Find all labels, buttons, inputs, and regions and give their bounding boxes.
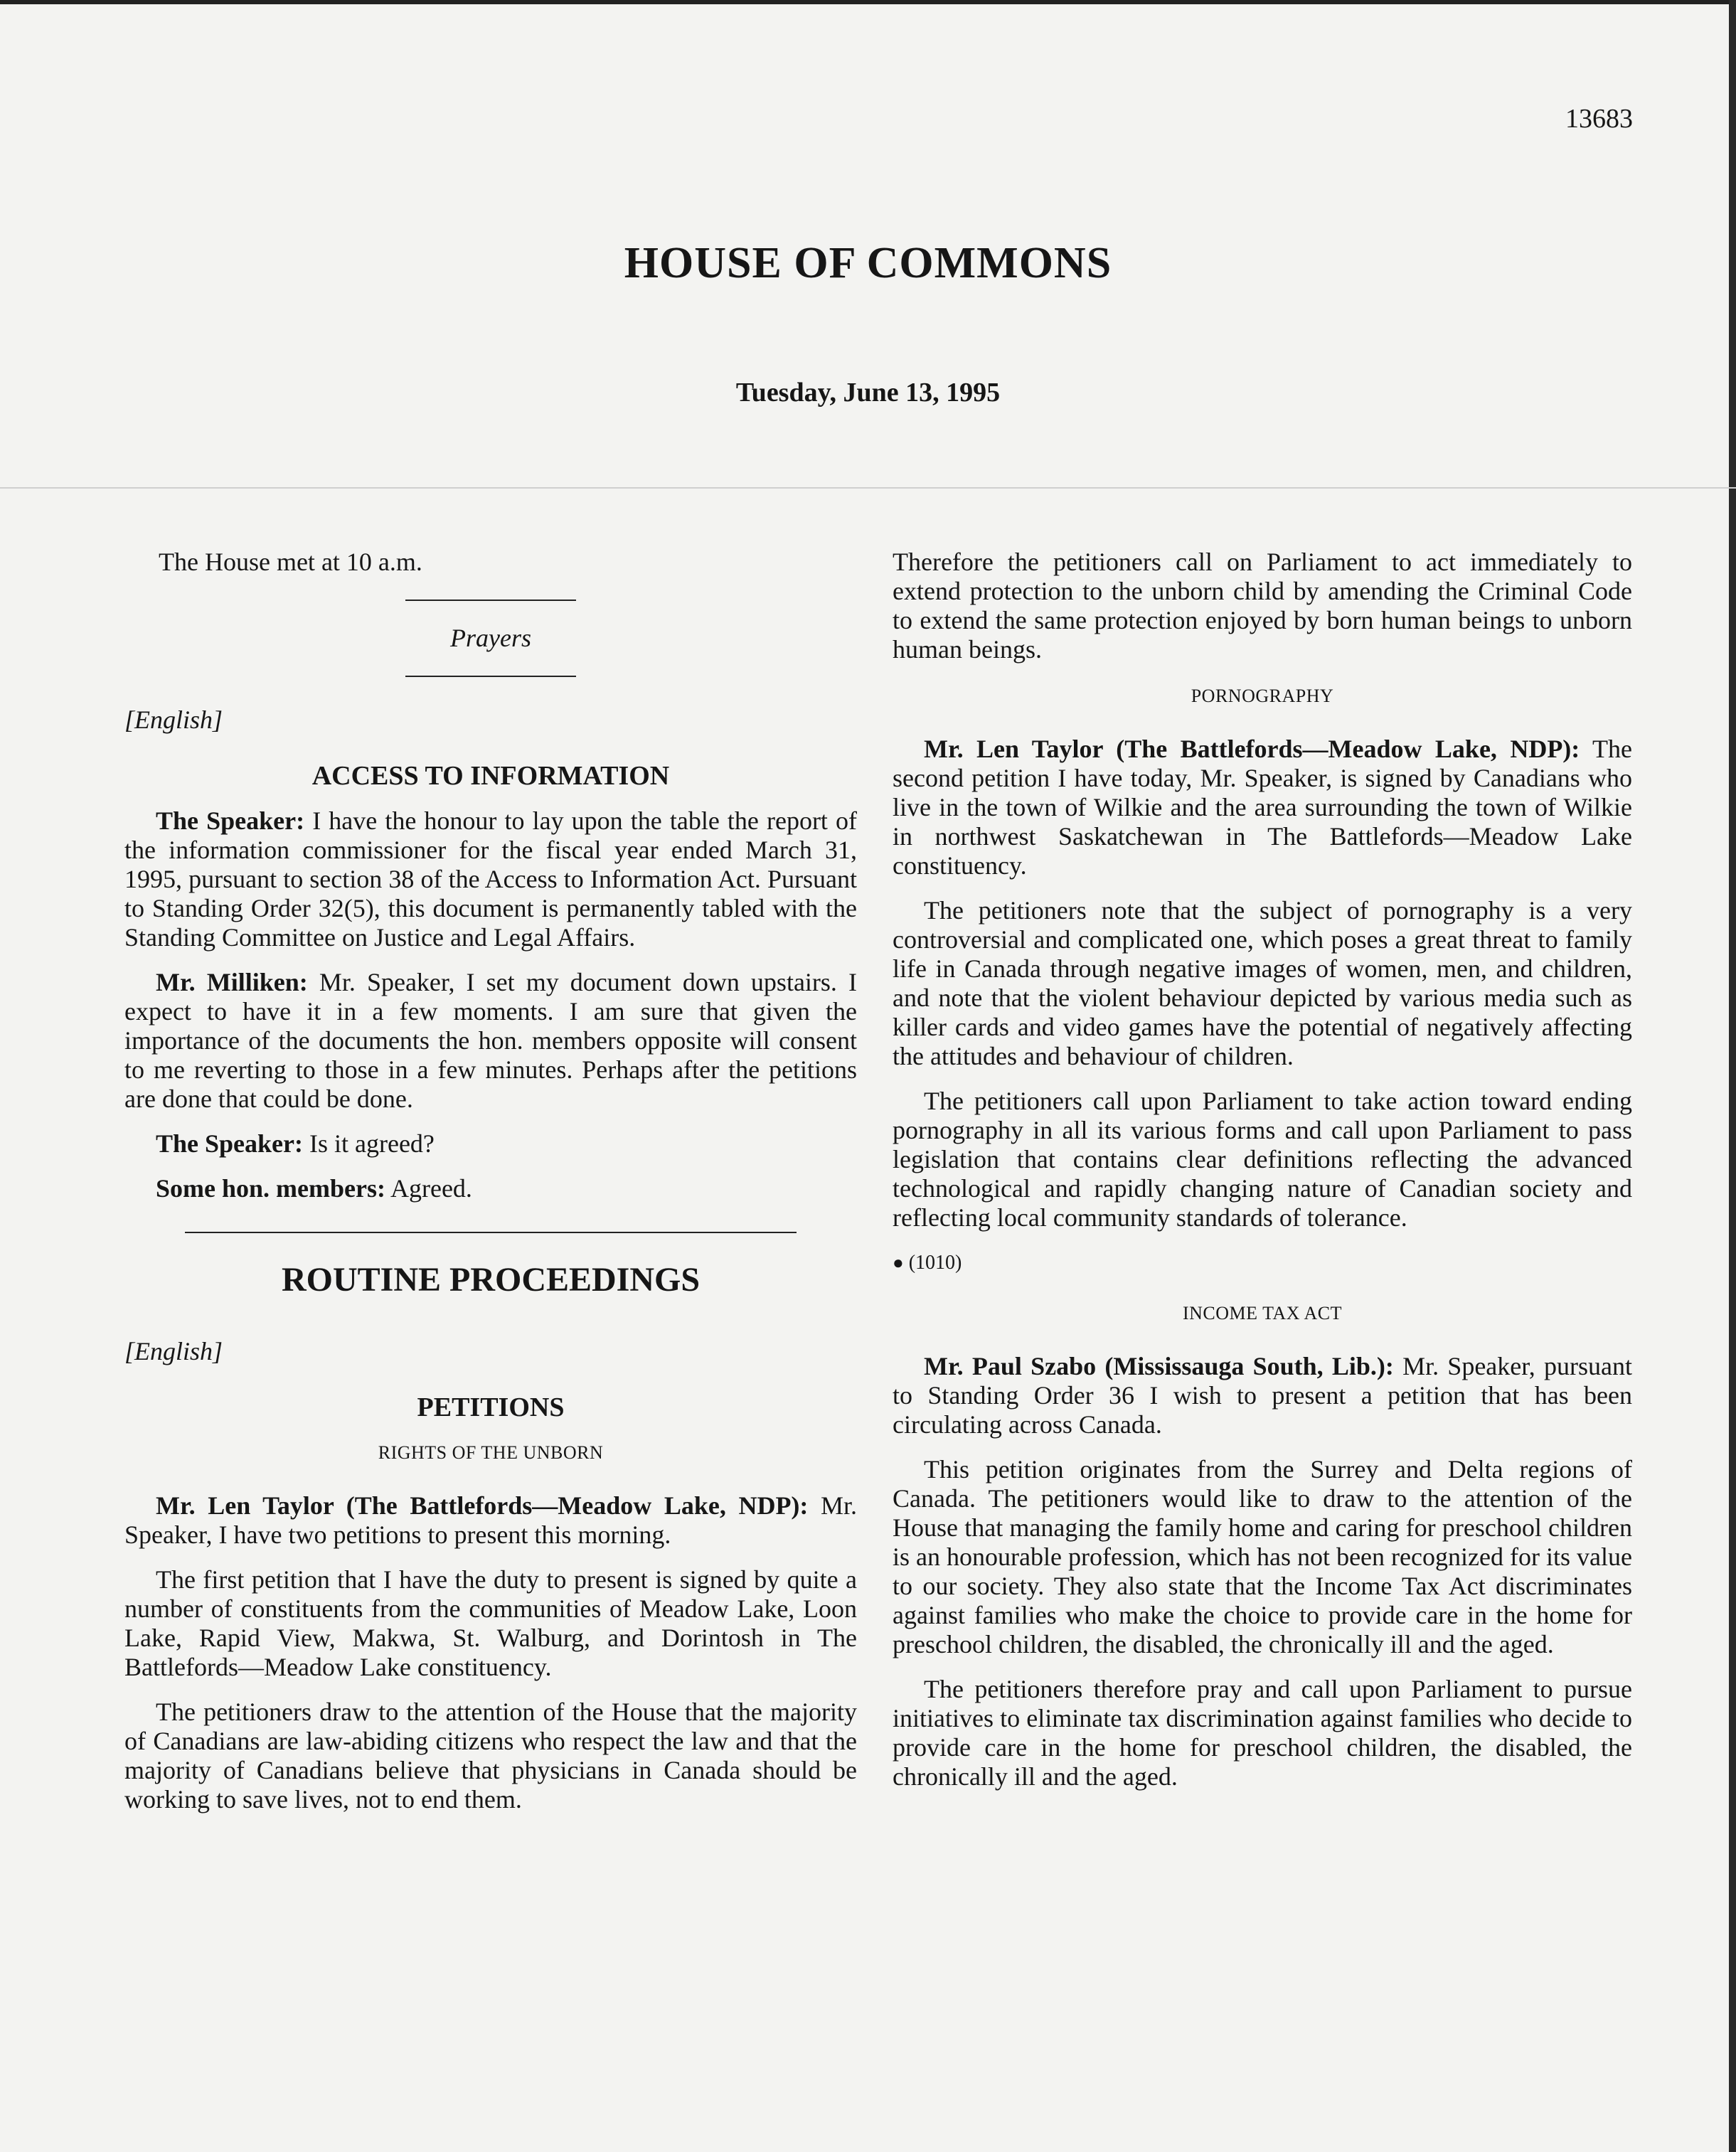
- speech-text: Mr. Speaker, I set my document down upstairs. I expect to have it in a few moments. I am sure that given the importance of the documents the hon. members opposite will consent to me reverting to those in a few minutes. Perhaps after the petitions are done that could be done.: [124, 968, 857, 1113]
- speech-paragraph: [124, 806, 857, 952]
- language-marker: [English]: [124, 705, 223, 734]
- subheading-income-tax-act: INCOME TAX ACT: [1182, 1303, 1342, 1323]
- prayers-label: Prayers: [450, 624, 531, 652]
- speech-paragraph: [893, 735, 1632, 880]
- scan-right-edge: [1729, 0, 1736, 2152]
- speaker-name: Some hon. members:: [156, 1174, 385, 1203]
- timestamp-marker: [893, 1248, 1632, 1277]
- speech-paragraph: [124, 1129, 857, 1158]
- speech-paragraph: [124, 1491, 857, 1550]
- page-number: 13683: [1565, 104, 1633, 134]
- speech-text: Is it agreed?: [303, 1129, 435, 1158]
- speaker-name: Mr. Len Taylor (The Battlefords—Meadow Lake, NDP):: [156, 1491, 809, 1520]
- section-heading-access-to-information: ACCESS TO INFORMATION: [311, 761, 670, 791]
- speaker-name: Mr. Len Taylor (The Battlefords—Meadow Lake, NDP):: [924, 735, 1580, 763]
- section-heading-petitions: PETITIONS: [417, 1392, 565, 1422]
- language-marker: [English]: [124, 1337, 223, 1365]
- speech-text: I have the honour to lay upon the table the report of the information commissioner for the fiscal year ended March 31, 1995, pursuant to section 38 of the Access to Information Act. Pursuant to Standing Order 32(5), this document is permanently tabled with the Standing Committee on Justice and Legal Affairs.: [124, 806, 858, 952]
- speech-text: Mr. Speaker, pursuant to Standing Order 36 I wish to present a petition that has been circulating across Canada.: [893, 1352, 1632, 1439]
- divider: [185, 1232, 797, 1233]
- subheading-pornography: PORNOGRAPHY: [1191, 686, 1334, 706]
- speech-paragraph: The petitioners draw to the attention of the House that the majority of Canadians are law-abiding citizens who respect the law and that the majority of Canadians believe that physicians in Canada should be working to save lives, not to end them.: [124, 1698, 857, 1813]
- speech-text: Agreed.: [385, 1174, 472, 1203]
- subheading-rights-of-the-unborn: RIGHTS OF THE UNBORN: [378, 1442, 604, 1463]
- speaker-name: The Speaker:: [156, 806, 305, 835]
- right-column: [893, 548, 1632, 1807]
- speaker-name: The Speaker:: [156, 1129, 303, 1158]
- page-title: HOUSE OF COMMONS: [624, 239, 1112, 287]
- speech-paragraph: [124, 968, 857, 1114]
- scan-top-edge: [0, 0, 1736, 4]
- sitting-date: Tuesday, June 13, 1995: [735, 378, 1001, 408]
- speech-text: Mr. Speaker, I have two petitions to present this morning.: [124, 1491, 858, 1549]
- speech-paragraph: This petition originates from the Surrey and Delta regions of Canada. The petitioners would like to draw to the attention of the House that managing the family home and caring for preschool children is an honourable profession, which has not been recognized for its value to our society. They also state that the Income Tax Act discriminates against families who make the choice to provide care in the home for preschool children, the disabled, the chronically ill and the aged.: [893, 1455, 1632, 1658]
- speech-text: The second petition I have today, Mr. Speaker, is signed by Canadians who live in the town of Wilkie and the area surrounding the town of Wilkie in northwest Saskatchewan in The Battlefords—Meadow Lake constituency.: [893, 735, 1633, 880]
- section-heading-routine-proceedings: ROUTINE PROCEEDINGS: [281, 1261, 701, 1299]
- divider: [405, 676, 576, 677]
- timestamp-text: (1010): [908, 1252, 962, 1274]
- speech-paragraph: The petitioners note that the subject of pornography is a very controversial and complicated one, which poses a great threat to family life in Canada through negative images of women, men, and children, and note that the violent behaviour depicted by various media such as killer cards and video games have the potential of negatively affecting the attitudes and behaviour of children.: [893, 896, 1632, 1070]
- speech-paragraph: Therefore the petitioners call on Parliament to act immediately to extend protection to the unborn child by amending the Criminal Code to extend the same protection enjoyed by born human beings to unborn human beings.: [893, 548, 1632, 664]
- divider: [405, 600, 576, 601]
- speech-paragraph: The first petition that I have the duty to present is signed by quite a number of constituents from the communities of Meadow Lake, Loon Lake, Rapid View, Makwa, St. Walburg, and Dorintosh in The Battlefords—Meadow Lake constituency.: [124, 1565, 857, 1681]
- speaker-name: Mr. Milliken:: [156, 968, 308, 996]
- speech-paragraph: The petitioners therefore pray and call upon Parliament to pursue initiatives to eliminate tax discrimination against families who decide to provide care in the home for preschool children, the disabled, the chronically ill and the aged.: [893, 1675, 1632, 1791]
- speech-paragraph: The petitioners call upon Parliament to take action toward ending pornography in all its various forms and call upon Parliament to pass legislation that contains clear definitions reflecting the advanced technological and rapidly changing nature of Canadian society and reflecting local community standards of tolerance.: [893, 1087, 1632, 1232]
- bullet-icon: ●: [893, 1252, 904, 1273]
- speech-paragraph: [893, 1352, 1632, 1439]
- left-column: [124, 548, 857, 1830]
- opening-line: The House met at 10 a.m.: [159, 548, 422, 576]
- speaker-name: Mr. Paul Szabo (Mississauga South, Lib.):: [924, 1352, 1394, 1380]
- speech-paragraph: [124, 1174, 857, 1203]
- fold-divider: [0, 487, 1736, 489]
